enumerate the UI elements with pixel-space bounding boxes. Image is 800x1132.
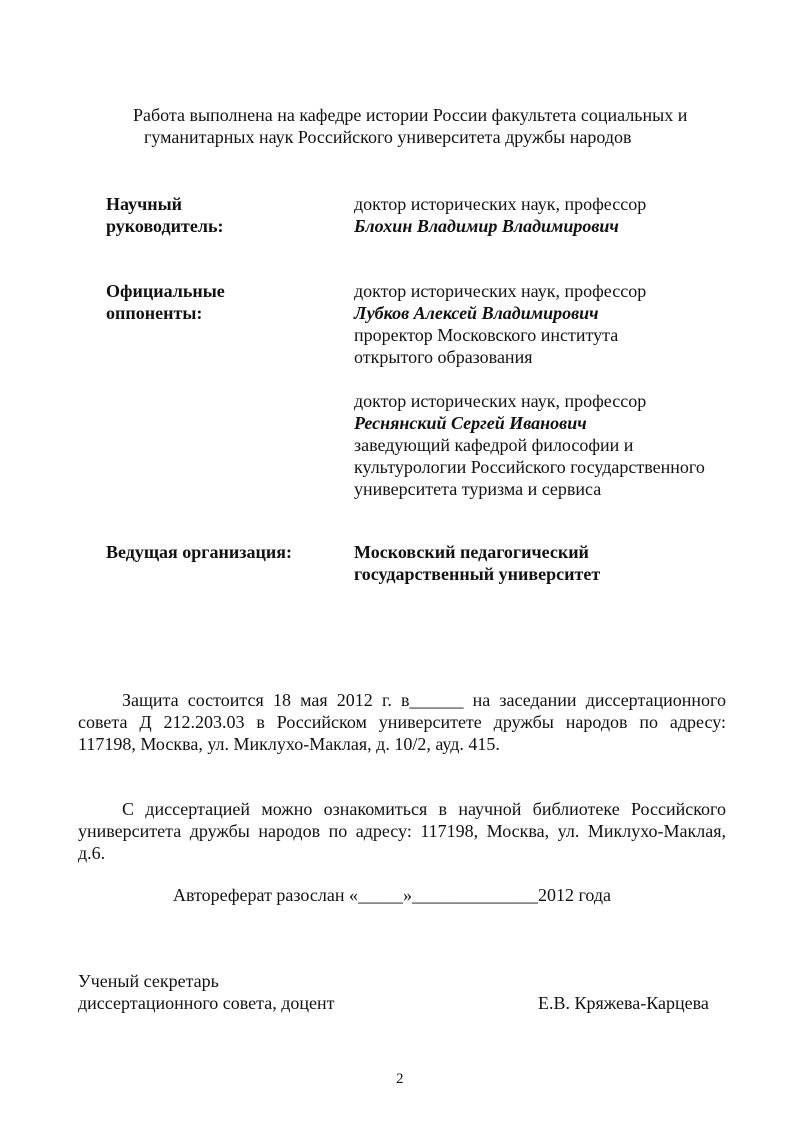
opponent-1-degree: доктор исторических наук, профессор [354, 281, 647, 301]
header-line-1: Работа выполнена на кафедре истории России факультета социальных и [133, 105, 688, 125]
header-line-2: гуманитарных наук Российского университета дружбы народов [144, 127, 632, 147]
opponent-1-position-1: проректор Московского института [354, 325, 619, 345]
opponents-label-2: оппоненты: [106, 303, 203, 323]
library-line-1: С диссертацией можно ознакомиться в научной библиотеке Российского [122, 799, 726, 819]
opponents-label-1: Официальные [106, 281, 225, 301]
secretary-line-1: Ученый секретарь [78, 971, 219, 991]
opponent-2-position-2: культурологии Российского государственного [354, 457, 705, 477]
opponent-1-position-2: открытого образования [354, 347, 533, 367]
opponent-2-degree: доктор исторических наук, профессор [354, 391, 647, 411]
defense-line-3: 117198, Москва, ул. Миклухо-Маклая, д. 10/2, ауд. 415. [78, 734, 500, 754]
leading-org-label: Ведущая организация: [106, 542, 292, 562]
supervisor-label-1: Научный [106, 194, 183, 214]
leading-org-line-2: государственный университет [354, 564, 601, 584]
defense-line-2: совета Д 212.203.03 в Российском университете дружбы народов по адресу: [78, 712, 726, 732]
sent-line: Автореферат разослан «_____»______________2012 года [173, 885, 612, 905]
opponent-2-position-1: заведующий кафедрой философии и [354, 435, 634, 455]
secretary-line-2: диссертационного совета, доцент [78, 993, 335, 1013]
defense-line-1: Защита состоится 18 мая 2012 г. в______ на заседании диссертационного [122, 690, 726, 710]
page-number: 2 [396, 1071, 404, 1087]
supervisor-name: Блохин Владимир Владимирович [354, 216, 619, 236]
library-line-2: университета дружбы народов по адресу: 117198, Москва, ул. Миклухо-Маклая, [78, 821, 726, 841]
library-line-3: д.6. [78, 843, 106, 863]
opponent-2-position-3: университета туризма и сервиса [354, 479, 602, 499]
opponent-2-name: Реснянский Сергей Иванович [354, 413, 587, 433]
leading-org-line-1: Московский педагогический [354, 542, 589, 562]
supervisor-label-2: руководитель: [106, 216, 224, 236]
opponent-1-name: Лубков Алексей Владимирович [354, 303, 599, 323]
secretary-name: Е.В. Кряжева-Карцева [538, 993, 709, 1013]
supervisor-degree: доктор исторических наук, профессор [354, 194, 647, 214]
